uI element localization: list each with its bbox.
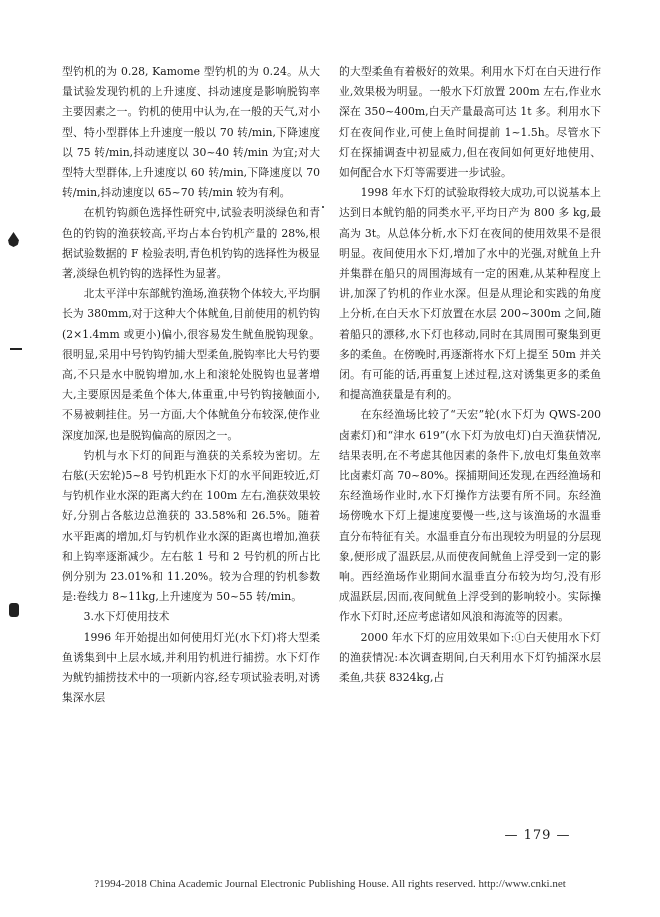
left-paragraph-4: 钓机与水下灯的间距与渔获的关系较为密切。左右舷(天宏轮)5~8 号钓机距水下灯的水平间距较近,灯与钓机作业水深的距离大约在 100m 左右,渔获效果较好,分别占各舷边总渔获的 33.58%和 26.5%。随着水平距离的增加,灯与钓机作业水深的距离也增加,渔获和上钩率逐渐减少。左右舷 1 号和 2 号钓机的所占比例分别为 23.01%和 11.20%。较为合理的钓机参数是:卷线力 8~11kg,上升速度为 50~55 转/min。 xyxy=(62,448,320,604)
margin-ink-mark xyxy=(8,232,19,247)
left-paragraph-1: 型钓机的为 0.28, Kamome 型钓机的为 0.24。从大量试验发现钓机的上升速度、抖动速度是影响脱钩率主要因素之一。钓机的使用中认为,在一般的天气,对小型、特小型群体上升速度一般以 70 转/min,下降速度以 75 转/min,抖动速度以 30~40 转/min 为宜;对大型特大型群体,上升速度以 60 转/min,下降速度以 70 转/min,抖动速度以 65~70 转/min 较为有利。 xyxy=(62,65,320,200)
margin-ink-dash xyxy=(10,348,22,350)
right-paragraph-1: 的大型柔鱼有着极好的效果。利用水下灯在白天进行作业,效果极为明显。一般水下灯放置 200m 左右,作业水深在 350~400m,白天产量最高可达 1t 多。利用水下灯在夜间作业,可使上鱼时间提前 1~1.5h。尽管水下灯在探捕调查中初显威力,但在夜间如何更好地使用、如何配合水下灯等需要进一步试验。 xyxy=(339,65,601,180)
copyright-footer: ?1994-2018 China Academic Journal Electronic Publishing House. All rights reserved. http://www.cnki.net xyxy=(94,878,566,890)
left-paragraph-2: 在机钓钩颜色选择性研究中,试验表明淡绿色和青色的钓钩的渔获较高,平均占本台钓机产量的 28%,根据试验数据的 F 检验表明,青色机钓钩的选择性为极显著,淡绿色机钓钩的选择性为显著。 xyxy=(62,206,320,281)
right-column xyxy=(339,62,601,688)
right-paragraph-2: 1998 年水下灯的试验取得较大成功,可以说基本上达到日本鱿钓船的同类水平,平均日产为 800 多 kg,最高为 3t。从总体分析,水下灯在夜间的使用效果不是很明显。夜间使用水下灯,增加了水中的光强,对鱿鱼上升并集群在船只的周围海域有一定的困难,从某种程度上讲,加深了钓机的作业水深。但是从理论和实践的角度上分析,在白天水下灯放置在水层 200~300m 之间,随着船只的漂移,水下灯也移动,同时在其周围可聚集到更多的柔鱼。在傍晚时,再逐渐将水下灯上提至 50m 并关闭。有可能的话,再重复上述过程,这对诱集更多的柔鱼和提高渔获量是有利的。 xyxy=(339,186,601,402)
left-paragraph-5: 1996 年开始提出如何使用灯光(水下灯)将大型柔鱼诱集到中上层水域,并利用钓机进行捕捞。水下灯作为鱿钓捕捞技术中的一项新内容,经专项试验表明,对诱集深水层 xyxy=(62,630,320,705)
left-paragraph-3: 北太平洋中东部鱿钓渔场,渔获物个体较大,平均胴长为 380mm,对于这种大个体鱿鱼,目前使用的机钓钩(2×1.4mm 或更小)偏小,很容易发生鱿鱼脱钩现象。很明显,采用中号钓钩钓捕大型柔鱼,脱钩率比大号钓要高,不只是水中脱钩增加,水上和滚轮处脱钩也显著增大,主要原因是柔鱼个体大,体重重,中号钓钩接触面小,不易被刺挂住。另一方面,大个体鱿鱼分布较深,使作业深度加深,也是脱钩偏高的原因之一。 xyxy=(62,287,320,442)
margin-ink-dot xyxy=(322,206,324,208)
margin-ink-blob xyxy=(9,603,19,617)
section-heading: 3.水下灯使用技术 xyxy=(83,610,170,624)
left-column xyxy=(62,62,320,709)
right-paragraph-4: 2000 年水下灯的应用效果如下:①白天使用水下灯的渔获情况:本次调查期间,白天利用水下灯钓捕深水层柔鱼,共获 8324kg,占 xyxy=(339,630,601,685)
page-number: — 179 — xyxy=(504,828,571,843)
right-paragraph-3: 在东经渔场比较了“天宏”轮(水下灯为 QWS-200 卤素灯)和“津水 619”(水下灯为放电灯)白天渔获情况,结果表明,在不考虑其他因素的条件下,放电灯集鱼效率比卤素灯高 70~80%。探捕期间还发现,在西经渔场和东经渔场作业时,水下灯操作方法要有所不同。东经渔场傍晚水下灯上提速度要慢一些,这与该渔场的水温垂直分布特征有关。水温垂直分布出现较为明显的分层现象,便形成了温跃层,从而使夜间鱿鱼上浮受到一定的影响。西经渔场作业期间水温垂直分布较为均匀,没有形成温跃层,因而,夜间鱿鱼上浮受到的影响较小。实际操作水下灯时,还应考虑诸如风浪和海流等的因素。 xyxy=(339,408,601,624)
